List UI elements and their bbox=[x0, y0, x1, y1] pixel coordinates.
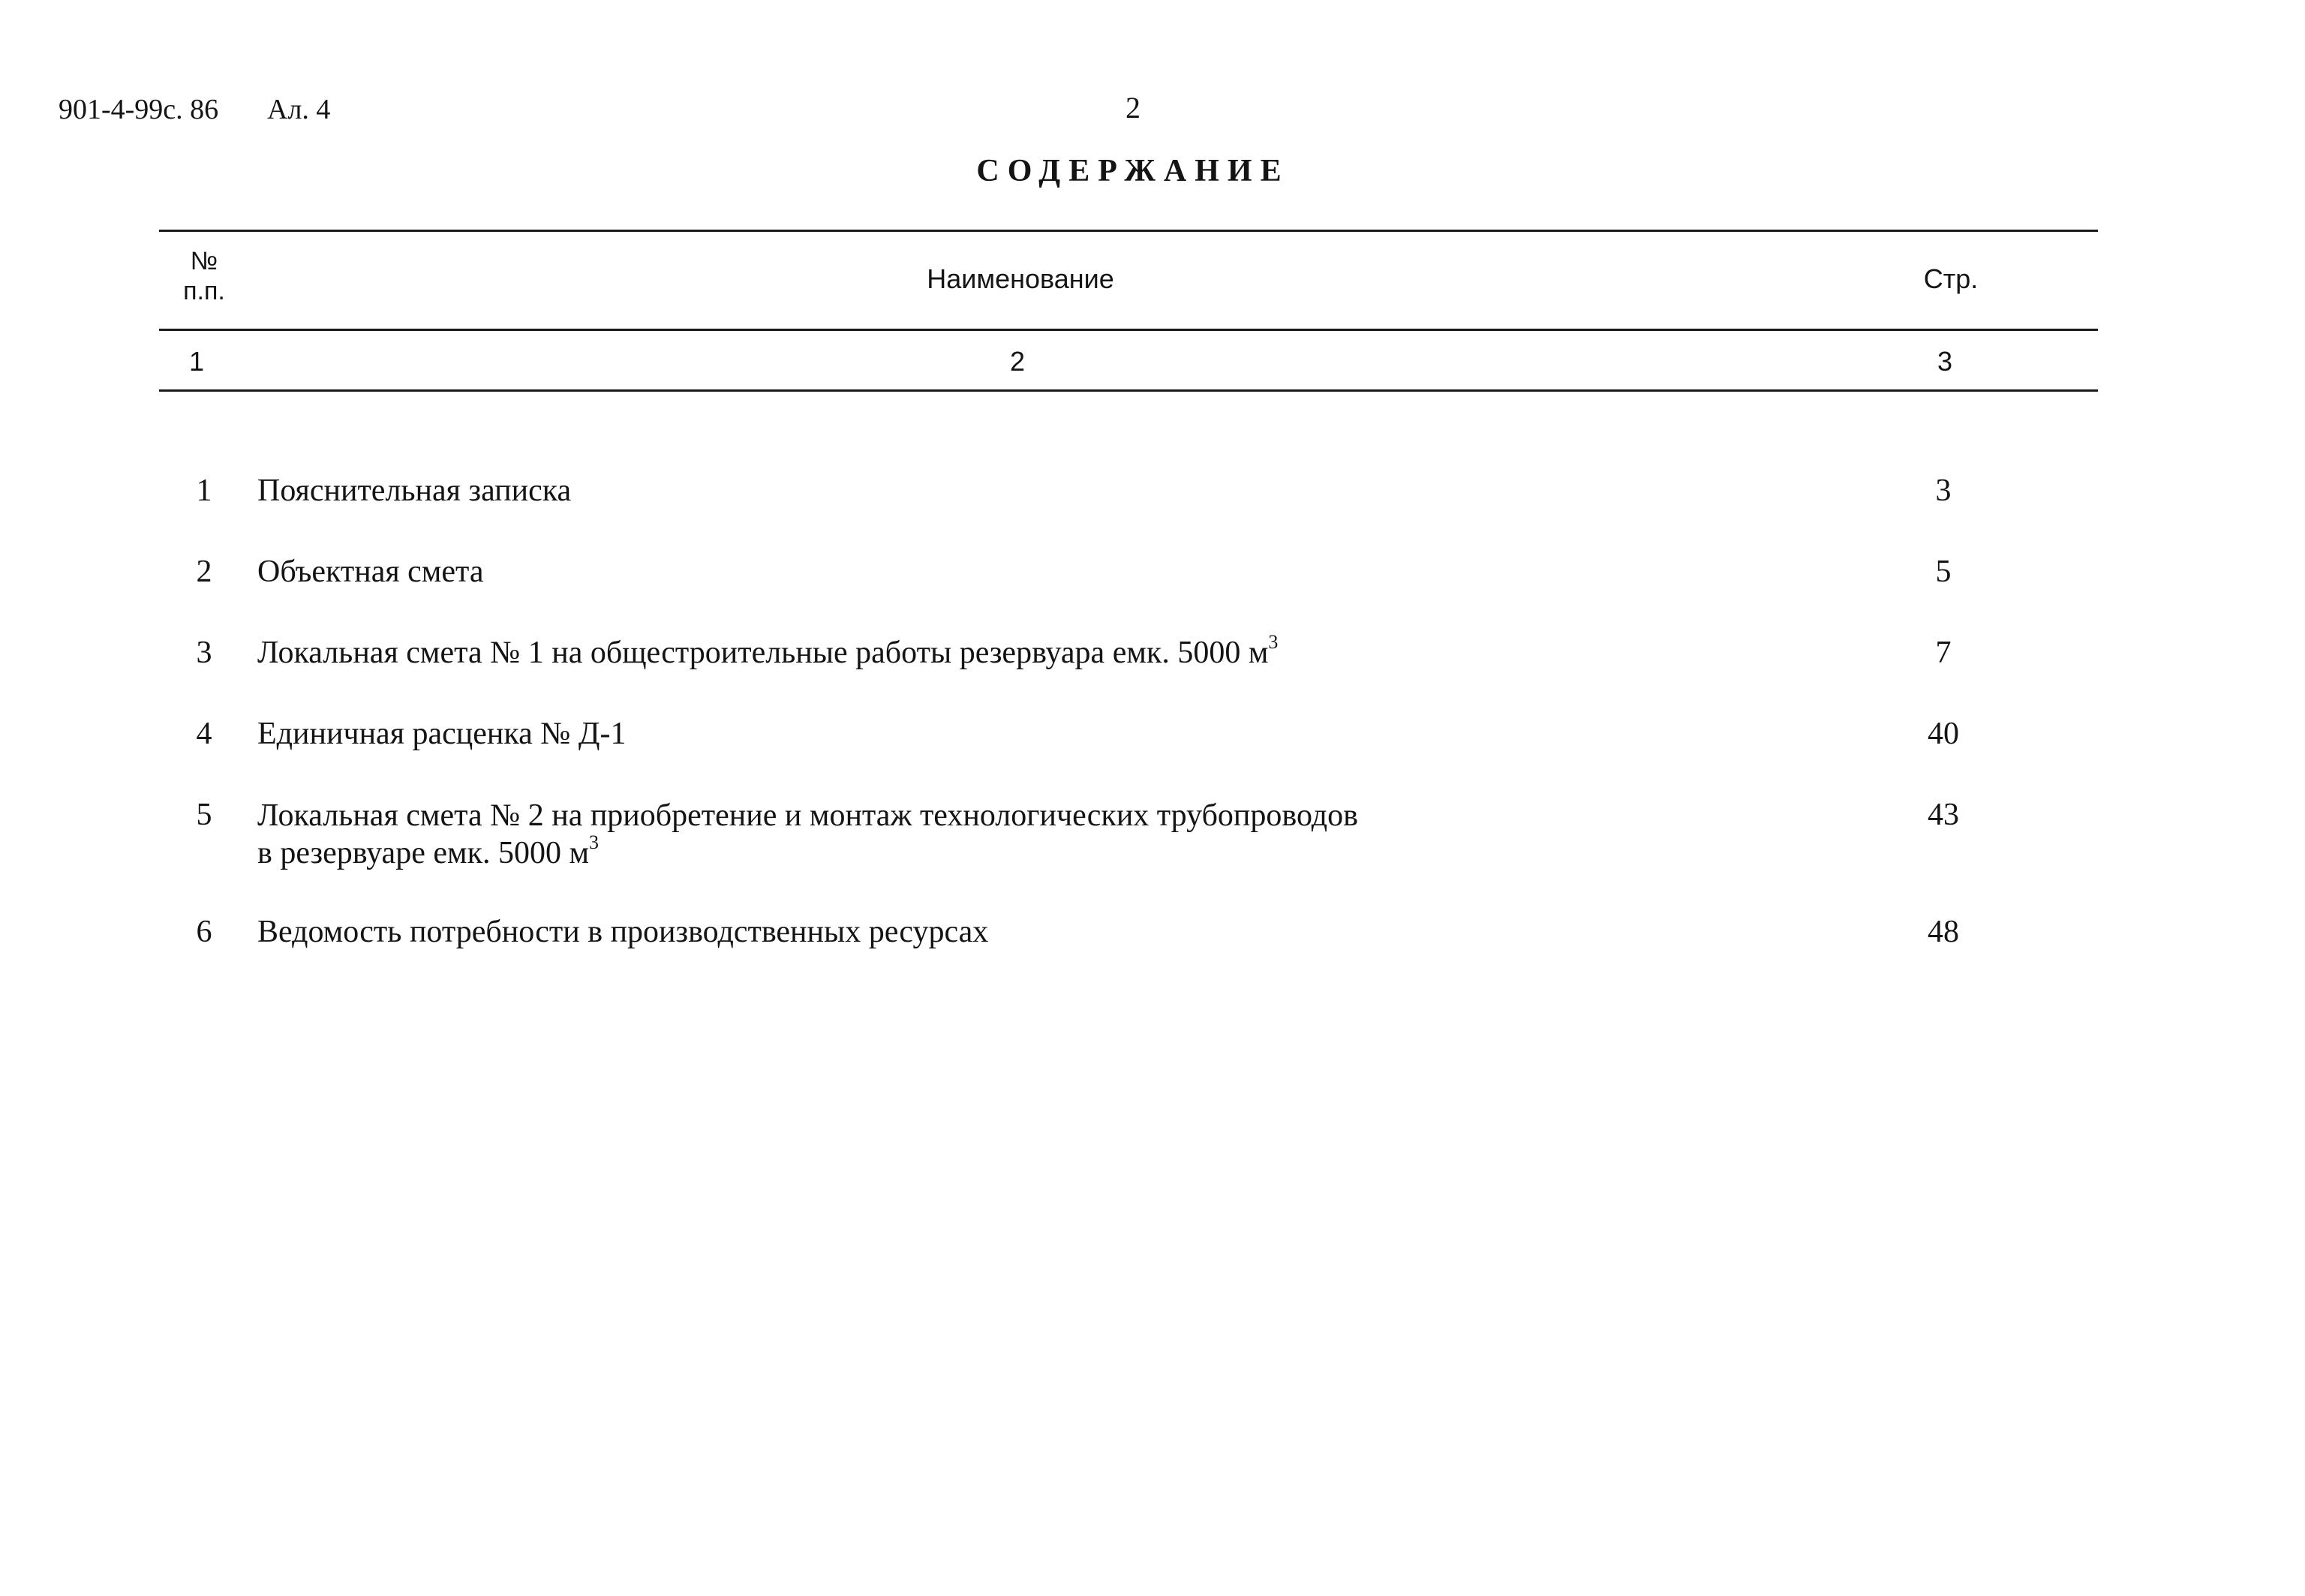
sheet-number: Ал. 4 bbox=[267, 94, 331, 125]
entry-title: Единичная расценка № Д-1 bbox=[257, 717, 627, 751]
entry-number: 1 bbox=[196, 473, 212, 508]
entry-page: 48 bbox=[1928, 915, 1959, 949]
entry-title: Объектная смета bbox=[257, 555, 484, 589]
entry-title-line-2-text: в резервуаре емк. 5000 м bbox=[257, 836, 590, 870]
contents-title: СОДЕРЖАНИЕ bbox=[976, 154, 1290, 188]
column-number-1: 1 bbox=[188, 346, 205, 377]
unit-superscript: 3 bbox=[589, 831, 600, 853]
entry-page: 7 bbox=[1935, 636, 1952, 670]
entry-title-line-2 bbox=[257, 831, 1908, 872]
entry-number: 6 bbox=[196, 915, 212, 949]
entry-number: 4 bbox=[196, 717, 212, 751]
entry-number: 3 bbox=[196, 636, 212, 670]
table-bottom-rule bbox=[159, 389, 2098, 392]
entry-title-line-1: Локальная смета № 2 на приобретение и монтаж технологических трубопроводов bbox=[257, 798, 1358, 833]
document-code: 901-4-99с. 86 bbox=[59, 94, 219, 125]
column-header-number-abbr: п.п. bbox=[183, 277, 225, 305]
entry-title bbox=[257, 797, 1908, 872]
page-number: 2 bbox=[1125, 91, 1140, 125]
entry-title: Ведомость потребности в производственных ресурсах bbox=[257, 915, 989, 949]
column-header-number bbox=[159, 246, 249, 306]
column-header-page: Стр. bbox=[1923, 263, 1979, 294]
table-top-rule bbox=[159, 230, 2098, 232]
column-number-2: 2 bbox=[1009, 346, 1026, 377]
column-header-number-symbol: № bbox=[190, 247, 218, 275]
entry-title: Пояснительная записка bbox=[257, 473, 572, 508]
column-number-3: 3 bbox=[1937, 346, 1953, 377]
entry-page: 5 bbox=[1935, 555, 1952, 589]
entry-title bbox=[257, 631, 1908, 671]
entry-title-text: Локальная смета № 1 на общестроительные работы резервуара емк. 5000 м bbox=[257, 636, 1269, 670]
entry-number: 2 bbox=[196, 555, 212, 589]
entry-page: 40 bbox=[1928, 717, 1959, 751]
entry-page: 43 bbox=[1928, 798, 1959, 832]
unit-superscript: 3 bbox=[1268, 631, 1279, 653]
column-header-name: Наименование bbox=[927, 263, 1114, 294]
entry-page: 3 bbox=[1935, 473, 1952, 508]
table-header-rule bbox=[159, 329, 2098, 331]
entry-number: 5 bbox=[196, 798, 212, 832]
